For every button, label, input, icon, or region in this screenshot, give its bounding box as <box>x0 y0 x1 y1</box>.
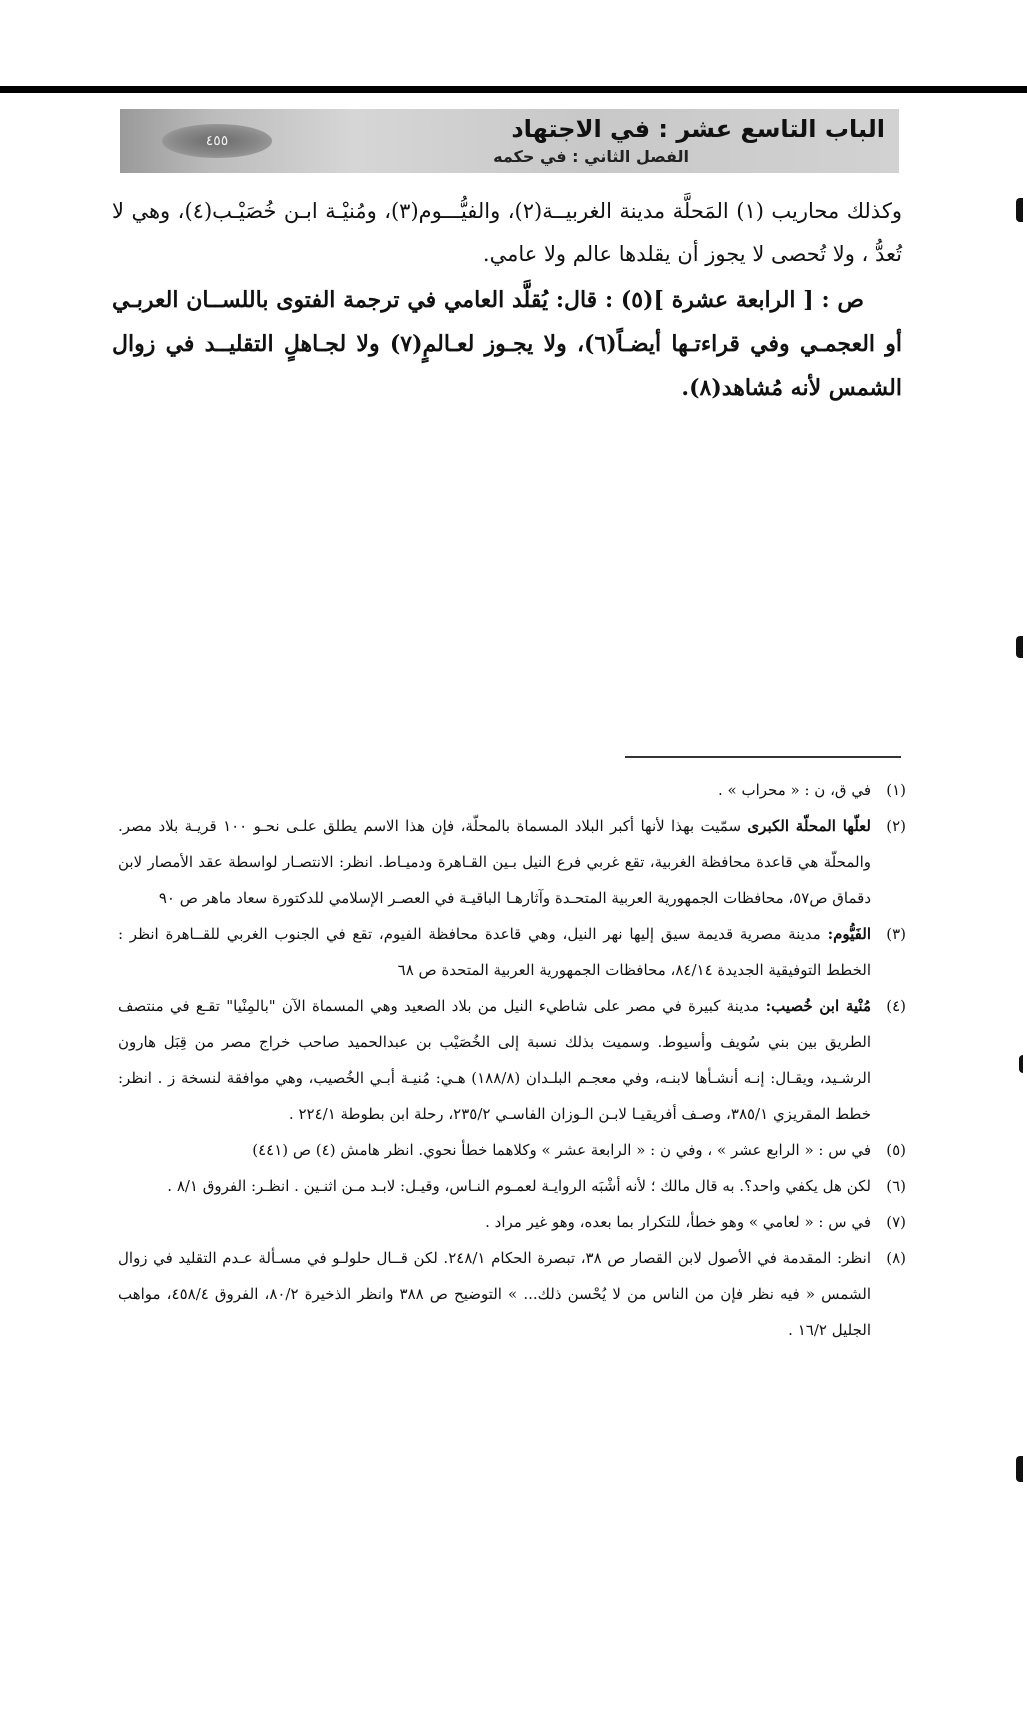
footnote-term: لعلّها المحلّة الكبرى <box>747 817 871 835</box>
page-number: ٤٥٥ <box>205 133 229 149</box>
main-text <box>112 190 902 410</box>
footnote-3 <box>118 916 906 988</box>
footnote-term: الفَيُّوم: <box>827 925 871 943</box>
footnote-separator <box>625 756 901 758</box>
footnote-number: (٤) <box>886 997 906 1015</box>
binding-edge-mark <box>1016 198 1023 222</box>
footnote-text: لكن هل يكفي واحد؟. به قال مالك ؛ لأنه أشْبَه الروايـة لعمـوم النـاس، وقيـل: لابـد مـن اثنـين . انظـر: الفروق ٨/١ . <box>167 1177 871 1195</box>
binding-edge-mark <box>1016 636 1023 658</box>
footnote-text: انظر: المقدمة في الأصول لابن القصار ص ٣٨، تبصرة الحكام ٢٤٨/١. لكن قــال حلولـو في مسـألة عـدم التقليد في زوال الشمس « فيه نظر فإن من الناس من لا يُحْسن ذلك... » التوضيح ص ٣٨٨ وانظر الذخيرة ٨٠/٢، الفروق ٤٥٨/٤، مواهب الجليل ١٦/٢ . <box>118 1249 872 1339</box>
footnote-text: مدينة مصرية قديمة سيق إليها نهر النيل، وهي قاعدة محافظة الفيوم، تقع في الجنوب الغربي للقــاهرة انظر : الخطط التوفيقية الجديدة ٨٤/١٤، محافظات الجمهورية العربية المتحدة ص ٦٨ <box>118 925 871 979</box>
footnote-number: (٢) <box>886 817 906 835</box>
binding-edge-mark <box>1016 1456 1023 1482</box>
paragraph-2-body: قال: يُقلَّد العامي في ترجمة الفتوى باللســان العربـي أو العجمـي وفي قراءتـها أيضـاً(٦)، ولا يجـوز لعـالمٍ(٧) ولا لجـاهلٍ التقليــد في زوال الشمس لأنه مُشاهد(٨). <box>112 287 902 401</box>
section-title: الفصل الثاني : في حكمه <box>493 147 689 166</box>
footnote-text: في ق، ن : « محراب » . <box>717 781 871 799</box>
issue-marker: ص : [ الرابعة عشرة ](٥) : <box>597 287 864 313</box>
footnote-number: (٥) <box>886 1141 906 1159</box>
page-number-oval <box>162 124 272 158</box>
footnote-text: مدينة كبيرة في مصر على شاطيء النيل من بلاد الصعيد وهي المسماة الآن "بالمِنْيا" تقـع في منتصف الطريق بين بني سُويف وأسيوط. وسميت بذلك نسبة إلى الخُصَيْب بن عبدالحميد صاحب خراج مصر من قِبَل هارون الرشـيد، ويقـال: إنـه أنشـأها لابنـه، وفي معجـم البلـدان (١٨٨/٨) هـي: مُنيـة أبـي الخُصيب، وهي موافقة لنسخة ز . انظر: خطط المقريزي ٣٨٥/١، وصـف أفريقيـا لابـن الـوزان الفاسـي ٢٣٥/٢، رحلة ابن بطوطة ٢٢٤/١ . <box>118 997 871 1123</box>
footnote-number: (١) <box>886 781 906 799</box>
footnote-number: (٦) <box>886 1177 906 1195</box>
footnote-number: (٨) <box>886 1249 906 1267</box>
footnotes <box>118 772 906 1348</box>
top-rule <box>0 86 1027 93</box>
footnote-text: سمّيت بهذا لأنها أكبر البلاد المسماة بالمحلّة، فإن هذا الاسم يطلق علـى نحـو ١٠٠ قريـة بلاد مصر. والمحلّة هي قاعدة محافظة الغربية، تقع غربي فرع النيل بـين القـاهرة ودميـاط. انظر: الانتصـار لواسطة عقد الأمصار لابن دقماق ص٥٧، محافظات الجمهورية العربية المتحـدة وآثارهـا الباقيـة في العصـر الإسلامي للدكتورة سعاد ماهر ص ٩٠ <box>118 817 871 907</box>
footnote-number: (٣) <box>886 925 906 943</box>
footnote-text: في س : « لعامي » وهو خطأ، للتكرار بما بعده، وهو غير مراد . <box>485 1213 871 1231</box>
footnote-8 <box>118 1240 906 1348</box>
paragraph-1: وكذلك محاريب (١) المَحلَّة مدينة الغربيــة(٢)، والفيُّـــوم(٣)، ومُنيْـة ابـن خُصَيْـب(٤)، وهي لا تُعدُّ ، ولا تُحصى لا يجوز أن يقلدها عالم ولا عامي. <box>112 199 902 266</box>
footnote-text: في س : « الرابع عشر » ، وفي ن : « الرابعة عشر » وكلاهما خطأ نحوي. انظر هامش (٤) ص (٤٤١) <box>252 1141 871 1159</box>
footnote-4 <box>118 988 906 1132</box>
running-header <box>120 109 899 173</box>
footnote-number: (٧) <box>886 1213 906 1231</box>
footnote-6 <box>118 1168 906 1204</box>
footnote-1 <box>118 772 906 808</box>
footnote-5 <box>118 1132 906 1168</box>
footnote-2 <box>118 808 906 916</box>
paragraph-2 <box>112 278 902 410</box>
chapter-title: الباب التاسع عشر : في الاجتهاد <box>511 115 885 143</box>
footnote-term: مُنْية ابن خُصيب: <box>765 997 871 1015</box>
footnote-7 <box>118 1204 906 1240</box>
binding-edge-mark <box>1019 1055 1023 1073</box>
